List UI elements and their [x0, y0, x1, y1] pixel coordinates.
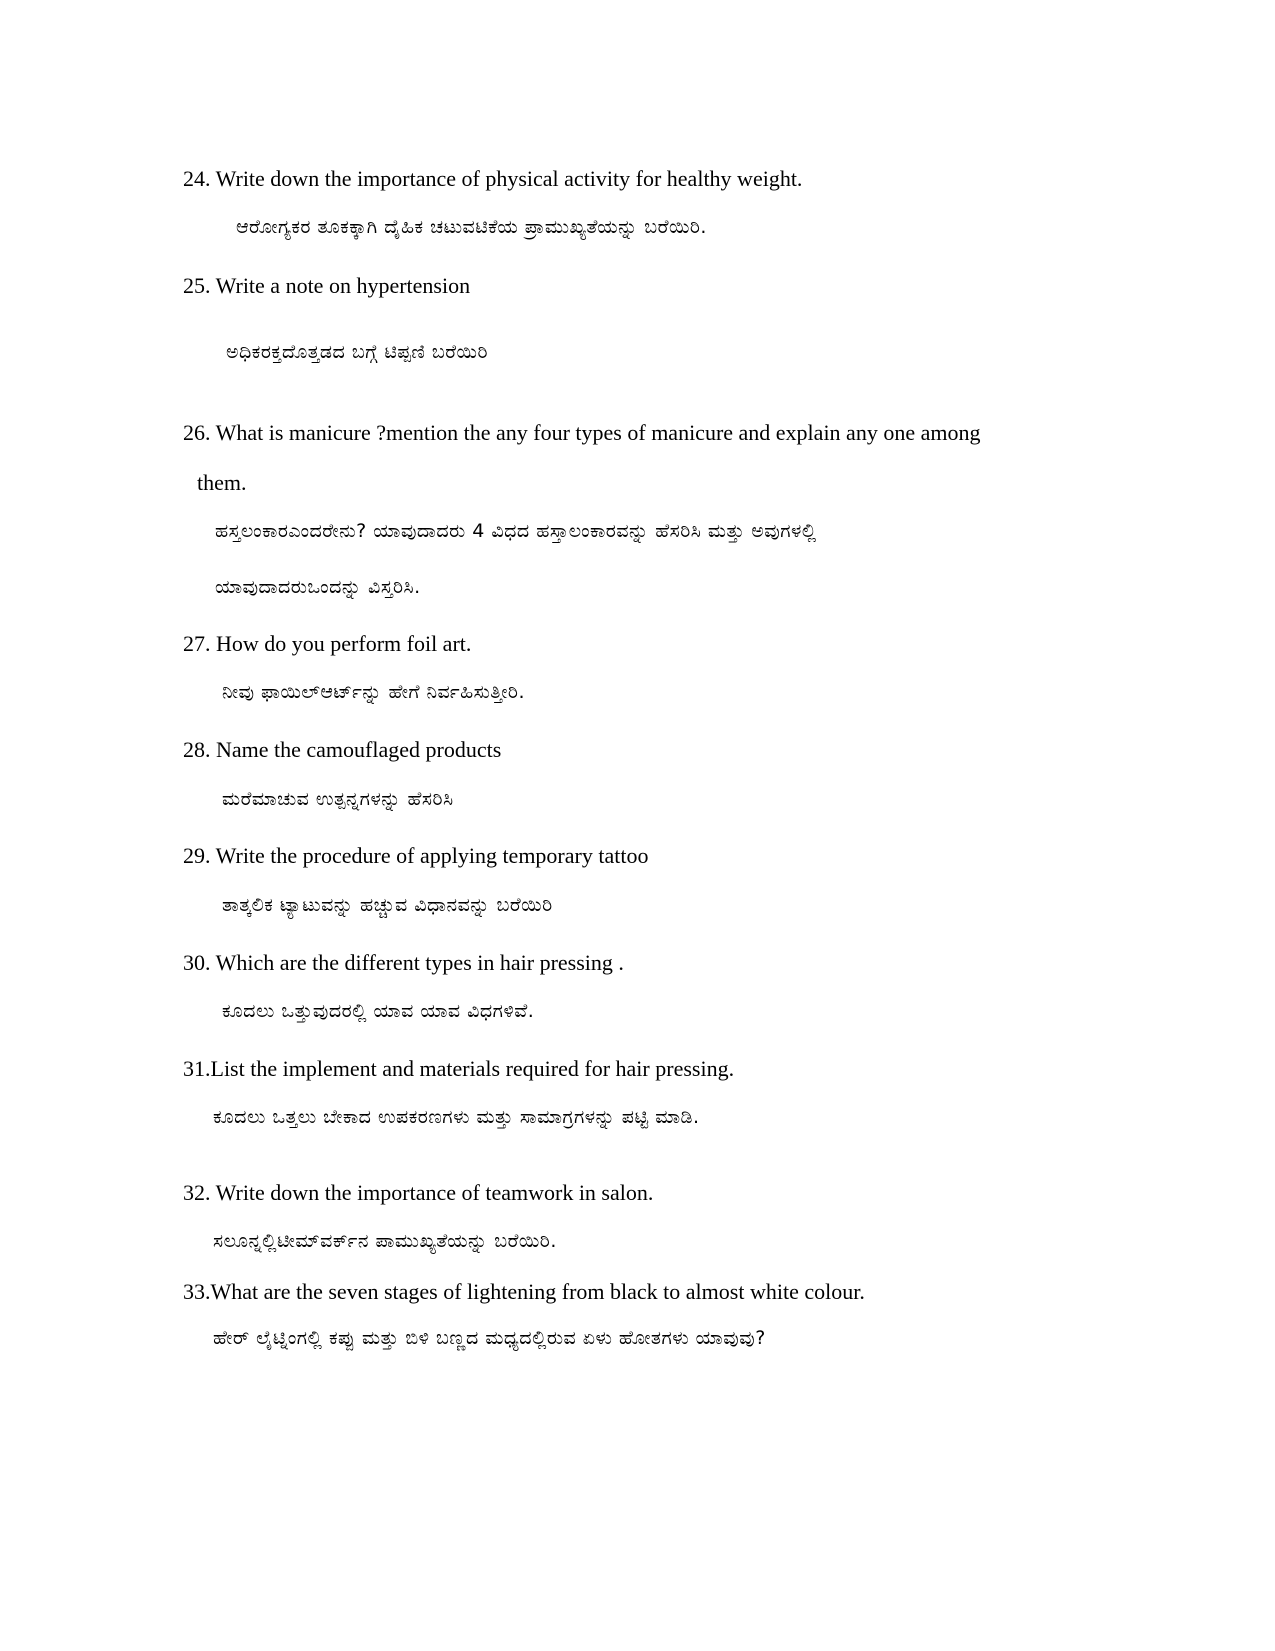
question-32-translation: ಸಲೂನ್ನಲ್ಲಿಟೀಮ್‌ವರ್ಕ್‌ನ ಪಾಮುಖ್ಯತೆಯನ್ನು ಬರೆಯಿರಿ. [213, 1230, 557, 1252]
question-31-translation: ಕೂದಲು ಒತ್ತಲು ಬೇಕಾದ ಉಪಕರಣಗಳು ಮತ್ತು ಸಾಮಾಗ್ರಗಳನ್ನು ಪಟ್ಟಿ ಮಾಡಿ. [213, 1106, 700, 1128]
question-25-translation: ಅಧಿಕರಕ್ತದೊತ್ತಡದ ಬಗ್ಗೆ ಟಿಪ್ಪಣಿ ಬರೆಯಿರಿ [226, 341, 488, 363]
question-24-translation: ಆರೋಗ್ಯಕರ ತೂಕಕ್ಕಾಗಿ ದೈಹಿಕ ಚಟುವಟಿಕೆಯ ಪ್ರಾಮುಖ್ಯತೆಯನ್ನು ಬರೆಯಿರಿ. [236, 216, 707, 238]
question-33-translation: ಹೇರ್ ಲೈಟ್ನಿಂಗಲ್ಲಿ ಕಪ್ಪು ಮತ್ತು ಬಿಳಿ ಬಣ್ಣದ ಮಧ್ಯದಲ್ಲಿರುವ ಏಳು ಹೋತಗಳು ಯಾವುವು? [213, 1327, 766, 1349]
question-31-text: 31.List the implement and materials required for hair pressing. [183, 1056, 735, 1081]
question-28-text: 28. Name the camouflaged products [183, 737, 502, 762]
question-30-translation: ಕೂದಲು ಒತ್ತುವುದರಲ್ಲಿ ಯಾವ ಯಾವ ವಿಧಗಳಿವೆ. [222, 1000, 535, 1022]
question-29-text: 29. Write the procedure of applying temporary tattoo [183, 843, 649, 868]
question-26-text: 26. What is manicure ?mention the any four types of manicure and explain any one among [183, 420, 981, 445]
question-25-text: 25. Write a note on hypertension [183, 273, 471, 298]
question-27-text: 27. How do you perform foil art. [183, 631, 472, 656]
question-33-text: 33.What are the seven stages of lightening from black to almost white colour. [183, 1279, 865, 1304]
question-24-text: 24. Write down the importance of physical activity for healthy weight. [183, 166, 803, 191]
question-32-text: 32. Write down the importance of teamwork in salon. [183, 1180, 654, 1205]
question-26-translation-line-2: ಯಾವುದಾದರುಒಂದನ್ನು ವಿಸ್ತರಿಸಿ. [215, 576, 421, 598]
question-26-translation-line-1: ಹಸ್ತಲಂಕಾರಎಂದರೇನು? ಯಾವುದಾದರು 4 ವಿಧದ ಹಸ್ತಾಲಂಕಾರವನ್ನು ಹೆಸರಿಸಿ ಮತ್ತು ಅವುಗಳಲ್ಲಿ [215, 520, 817, 542]
question-27-translation: ನೀವು ಫಾಯಿಲ್ಆರ್ಟ್‌ನ್ನು ಹೇಗೆ ನಿರ್ವಹಿಸುತ್ತೀರಿ. [222, 681, 526, 703]
question-26-text-continued: them. [197, 470, 247, 495]
question-28-translation: ಮರೆಮಾಚುವ ಉತ್ಪನ್ನಗಳನ್ನು ಹೆಸರಿಸಿ [222, 788, 454, 810]
question-30-text: 30. Which are the different types in hair pressing . [183, 950, 624, 975]
question-29-translation: ತಾತ್ಕಲಿಕ ಟ್ಯಾಟುವನ್ನು ಹಚ್ಚುವ ವಿಧಾನವನ್ನು ಬರೆಯಿರಿ [222, 894, 553, 916]
